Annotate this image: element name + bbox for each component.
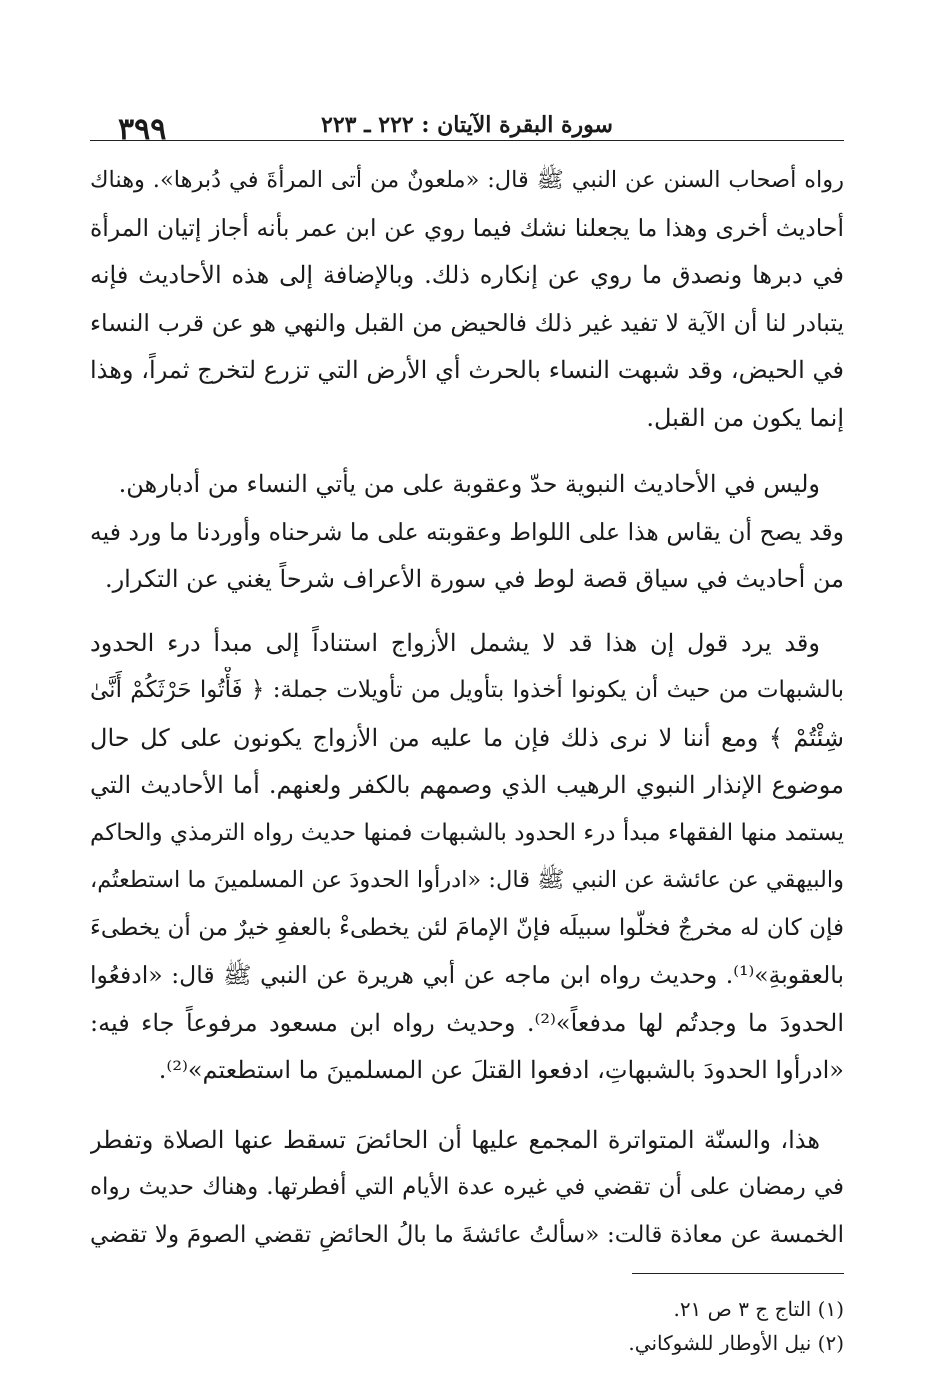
- book-page: [90, 100, 844, 1360]
- text-line: والبيهقي عن عائشة عن النبي ﷺ قال: «ادرأوا الحدودَ عن المسلمينَ ما استطعتُم،: [90, 867, 844, 893]
- text-line: من أحاديث في سياق قصة لوط في سورة الأعراف شرحاً يغني عن التكرار.: [104, 565, 844, 593]
- text-line: هذا، والسنّة المتواترة المجمع عليها أن الحائضَ تسقط عنها الصلاة وتفطر: [90, 1125, 820, 1154]
- text-line: «ادرأوا الحدودَ بالشبهاتِ، ادفعوا القتلَ عن المسلمينَ ما استطعتم»⁽²⁾.: [158, 1056, 844, 1084]
- text-line: وقد يرد قول إن هذا قد لا يشمل الأزواج استناداً إلى مبدأ درء الحدود: [90, 628, 820, 657]
- text-line: يستمد منها الفقهاء مبدأ درء الحدود بالشبهات فمنها حديث رواه الترمذي والحاكم: [90, 819, 844, 846]
- footnote: (١) التاج ج ٣ ص ٢١.: [673, 1297, 844, 1321]
- text-line: رواه أصحاب السنن عن النبي ﷺ قال: «ملعونٌ من أتى المرأةَ في دُبرها». وهناك: [90, 167, 844, 193]
- text-line: موضوع الإنذار النبوي الرهيب الذي وصمهم بالكفر ولعنهم. أما الأحاديث التي: [90, 771, 844, 799]
- text-line: إنما يكون من القبل.: [646, 403, 844, 432]
- text-line: أحاديث أخرى وهذا ما يجعلنا نشك فيما روي عن ابن عمر بأنه أجاز إتيان المرأة: [90, 213, 844, 242]
- paragraph: [90, 620, 844, 1095]
- paragraph: [90, 461, 844, 604]
- body-text: [90, 157, 844, 1259]
- page-number: ٣٩٩: [118, 112, 167, 147]
- paragraph: [90, 1117, 844, 1260]
- text-line: في الحيض، وقد شبهت النساء بالحرث أي الأرض التي تزرع لتخرج ثمراً، وهذا: [90, 356, 844, 384]
- running-title: سورة البقرة الآيتان : ٢٢٢ ـ ٢٢٣: [321, 112, 613, 138]
- footnotes: [90, 1292, 844, 1360]
- text-line: في رمضان على أن تقضي في غيره عدة الأيام التي أفطرتها. وهناك حديث رواه: [90, 1174, 844, 1200]
- text-line: شِئْتُمْ ﴾ ومع أننا لا نرى ذلك فإن ما عليه من الأزواج يكونون على كل حال: [90, 723, 844, 752]
- text-line: وليس في الأحاديث النبوية حدّ وعقوبة على من يأتي النساء من أدبارهن.: [118, 470, 820, 498]
- page-header: [90, 100, 844, 147]
- text-line: بالشبهات من حيث أن يكونوا أخذوا بتأويل من تأويلات جملة: ﴿ فَأْتُوا حَرْثَكُمْ أَنَّىٰ: [90, 677, 844, 703]
- text-line: بالعقوبةِ»⁽¹⁾. وحديث رواه ابن ماجه عن أبي هريرة عن النبي ﷺ قال: «ادفعُوا: [90, 961, 844, 989]
- text-line: وقد يصح أن يقاس هذا على اللواط وعقوبته على ما شرحناه وأوردنا ما ورد فيه: [90, 517, 844, 546]
- text-line: الحدودَ ما وجدتُم لها مدفعاً»⁽²⁾. وحديث رواه ابن مسعود مرفوعاً جاء فيه:: [90, 1008, 844, 1037]
- text-line: في دبرها ونصدق ما روي عن إنكاره ذلك. وبالإضافة إلى هذه الأحاديث فإنه: [90, 261, 844, 289]
- text-line: فإن كان له مخرجٌ فخلّوا سبيلَه فإنّ الإمامَ لئن يخطىءْ بالعفوِ خيرٌ من أن يخطىءَ: [90, 914, 844, 941]
- footnote-divider: [632, 1273, 844, 1274]
- paragraph: [90, 157, 844, 442]
- footnote: (٢) نيل الأوطار للشوكاني.: [628, 1331, 844, 1355]
- text-line: الخمسة عن معاذة قالت: «سألتُ عائشةَ ما بالُ الحائضِ تقضي الصومَ ولا تقضي: [90, 1221, 844, 1248]
- text-line: يتبادر لنا أن الآية لا تفيد غير ذلك فالحيض من القبل والنهي هو عن قرب النساء: [90, 308, 844, 337]
